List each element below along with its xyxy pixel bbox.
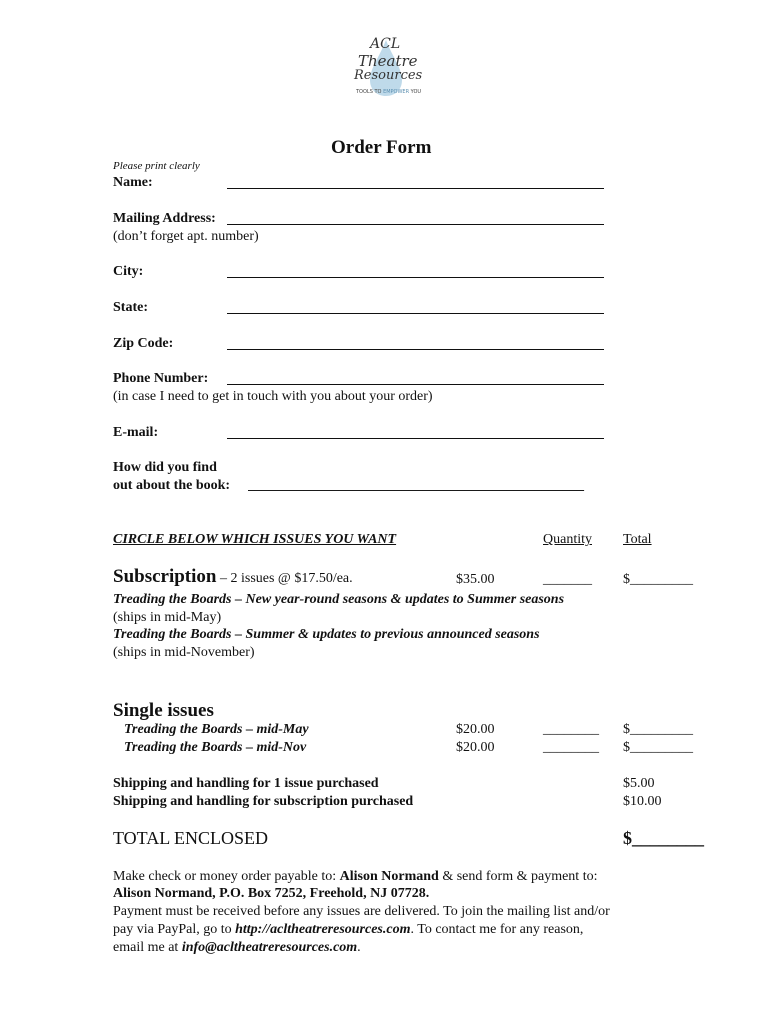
single-issue-label: Treading the Boards – mid-Nov (124, 740, 307, 755)
subscription-quantity-field[interactable]: _______ (543, 572, 592, 587)
city-field[interactable] (227, 277, 604, 278)
single-issues-title: Single issues (113, 700, 214, 721)
paypal-link[interactable]: http://acltheatreresources.com (235, 922, 411, 937)
city-label: City: (113, 264, 144, 279)
name-label: Name: (113, 175, 153, 190)
subscription-total-field[interactable]: $_________ (623, 572, 693, 587)
logo-line-resources: Resources (354, 68, 423, 83)
acl-theatre-resources-logo (352, 36, 423, 100)
email-label: E-mail: (113, 425, 159, 440)
quantity-column-header: Quantity (543, 532, 592, 547)
name-field[interactable] (227, 188, 604, 189)
single-issue-label: Treading the Boards – mid-May (124, 722, 309, 737)
state-field[interactable] (227, 313, 604, 314)
total-enclosed-field[interactable]: $________ (623, 828, 704, 848)
total-enclosed-label: TOTAL ENCLOSED (113, 828, 269, 848)
subscription-item-1: Treading the Boards – New year-round seasons & updates to Summer seasons (113, 592, 565, 607)
shipping-label: Shipping and handling for 1 issue purchased (113, 776, 379, 791)
issues-header: CIRCLE BELOW WHICH ISSUES YOU WANT (113, 532, 397, 547)
payment-line-4: pay via PayPal, go to http://acltheatreresources.com. To contact me for any reason, (113, 922, 584, 937)
subscription-price: $35.00 (456, 572, 495, 587)
zip-code-field[interactable] (227, 349, 604, 350)
mailing-address-label: Mailing Address: (113, 211, 216, 226)
mailing-address-text: Alison Normand, P.O. Box 7252, Freehold, NJ 07728. (113, 886, 430, 901)
subscription-heading (113, 566, 353, 588)
print-note: Please print clearly (113, 160, 200, 172)
mailing-address-note: (don’t forget apt. number) (113, 229, 259, 244)
payment-line-1: Make check or money order payable to: Alison Normand & send form & payment to: (113, 869, 598, 884)
phone-number-field[interactable] (227, 384, 604, 385)
subscription-item-2-note: (ships in mid-November) (113, 645, 255, 660)
logo-line-theatre: Theatre (358, 52, 418, 70)
state-label: State: (113, 300, 148, 315)
zip-code-label: Zip Code: (113, 336, 174, 351)
single-issue-price: $20.00 (456, 740, 495, 755)
shipping-label: Shipping and handling for subscription purchased (113, 794, 414, 809)
logo-tagline: TOOLS TO EMPOWER YOU (356, 89, 422, 95)
find-book-label-line2: out about the book: (113, 478, 231, 493)
find-book-label-line1: How did you find (113, 460, 217, 475)
shipping-amount: $10.00 (623, 794, 662, 809)
subscription-title: Subscription (113, 566, 217, 587)
page-title: Order Form (331, 137, 432, 158)
payment-line-3: Payment must be received before any issues are delivered. To join the mailing list and/or (113, 904, 610, 919)
single-issue-total-field[interactable]: $_________ (623, 722, 693, 737)
single-issue-quantity-field[interactable]: ________ (543, 740, 599, 755)
shipping-amount: $5.00 (623, 776, 655, 791)
find-book-field[interactable]: ________________________________________________ (248, 478, 584, 493)
phone-number-note: (in case I need to get in touch with you about your order) (113, 389, 433, 404)
subscription-item-2: Treading the Boards – Summer & updates to previous announced seasons (113, 627, 540, 642)
single-issue-price: $20.00 (456, 722, 495, 737)
total-column-header: Total (623, 532, 652, 547)
mailing-address-field[interactable] (227, 224, 604, 225)
single-issue-total-field[interactable]: $_________ (623, 740, 693, 755)
phone-number-label: Phone Number: (113, 371, 209, 386)
email-field[interactable] (227, 438, 604, 439)
subscription-detail: – 2 issues @ $17.50/ea. (216, 571, 353, 586)
single-issue-quantity-field[interactable]: ________ (543, 722, 599, 737)
payment-line-5: email me at info@acltheatreresources.com. (113, 940, 361, 955)
logo-line-acl: ACL (370, 36, 401, 52)
email-link[interactable]: info@acltheatreresources.com (181, 940, 358, 955)
subscription-item-1-note: (ships in mid-May) (113, 610, 222, 625)
